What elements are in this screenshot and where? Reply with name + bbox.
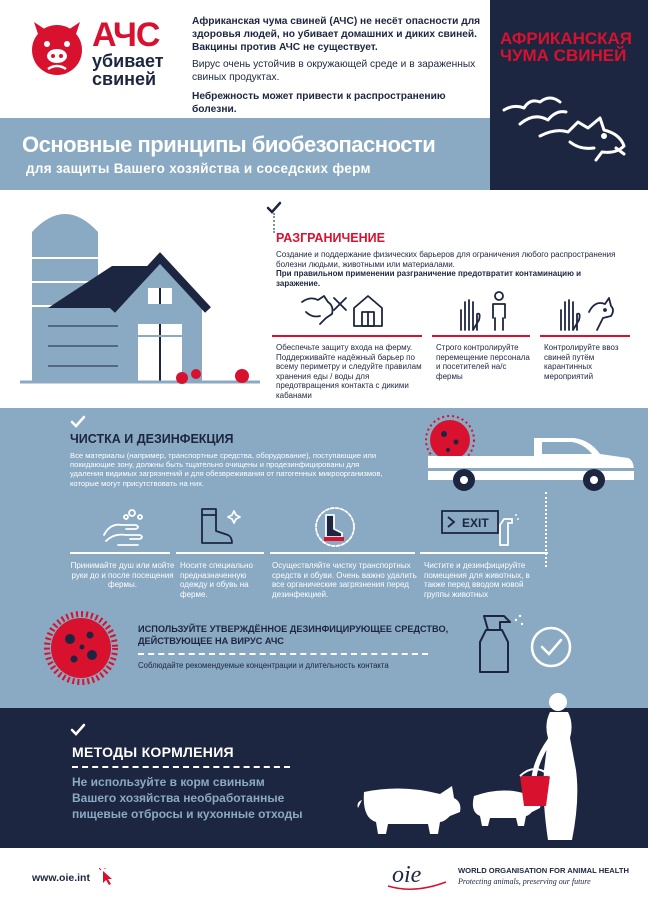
- feeding-text: Вашего хозяйства необработанные: [72, 791, 285, 805]
- logo-subtitle: свиней: [92, 69, 157, 89]
- checkmark-icon: [70, 722, 86, 738]
- boot-icon: [196, 505, 242, 547]
- org-name: WORLD ORGANISATION FOR ANIMAL HEALTH: [458, 866, 629, 875]
- pig-icon: [352, 778, 464, 838]
- dashed-divider: [138, 653, 428, 655]
- page-title: Основные принципы биобезопасности: [22, 132, 436, 157]
- cleaning-caption: Чистите и дезинфицируйте помещения для животных, в также перед вводом новой группы животных: [424, 561, 530, 599]
- disinfectant-heading: ИСПОЛЬЗУЙТЕ УТВЕРЖДЁННОЕ ДЕЗИНФИЦИРУЮЩЕЕ СРЕДСТВО,: [138, 624, 449, 634]
- logo-title: АЧС: [92, 16, 160, 54]
- cursor-click-icon: [99, 868, 117, 886]
- divider: [270, 552, 415, 554]
- segregation-caption: Контролируйте ввоз свиней путём карантинных мероприятий: [544, 343, 619, 381]
- asf-title: АФРИКАНСКАЯ ЧУМА СВИНЕЙ: [500, 29, 632, 65]
- cleaning-caption: Осуществляйте чистку транспортных средств и обуви. Очень важно удалить все органические загрязнения перед дезинфекцией.: [272, 561, 417, 599]
- cleaning-text: Все материалы (например, транспортные средства, оборудование), поступающие или покидающие зону, должны быть тщательно очищены и продезинфицированы для удаления видимых загрязнений и для обезвреживания от патогенных микроорганизмов, которые могут присутствовать на них.: [70, 451, 383, 488]
- woman-feeding-icon: [510, 690, 600, 848]
- boot-brush-icon: [312, 505, 358, 547]
- feeding-heading: МЕТОДЫ КОРМЛЕНИЯ: [72, 744, 234, 760]
- segregation-caption: Обеспечьте защиту входа на ферму. Поддерживайте надёжный барьер по всему периметру и следуйте правилам хранения еды / воды для предотвращения контакта с дикими кабанами: [276, 343, 422, 400]
- feeding-text: пищевые отбросы и кухонные отходы: [72, 807, 303, 821]
- truck-icon: [414, 412, 639, 492]
- exit-spray-icon: [440, 505, 520, 547]
- page-subtitle: для защиты Вашего хозяйства и соседских ферм: [26, 161, 371, 176]
- dotted-connector: [545, 492, 549, 567]
- verified-badge-icon: [528, 624, 574, 670]
- disinfectant-note: Соблюдайте рекомендуемые концентрации и длительность контакта: [138, 661, 389, 670]
- exit-label: EXIT: [462, 516, 489, 530]
- divider: [540, 335, 630, 337]
- dotted-connector: [273, 213, 277, 233]
- cleaning-caption: Носите специально предназначенную одежду и обувь на ферме.: [180, 561, 253, 599]
- divider: [176, 552, 264, 554]
- segregation-text: Создание и поддержание физических барьеров для ограничения любого распространения болезни людьми, животными или материалами.: [276, 250, 616, 269]
- divider: [272, 335, 422, 337]
- divider: [432, 335, 530, 337]
- boar-icon: [500, 88, 628, 168]
- virus-icon: [36, 603, 126, 693]
- cleaning-caption: Принимайте душ или мойте руки до и после посещения фермы.: [70, 561, 175, 589]
- feeding-text: Не используйте в корм свиньям: [72, 775, 265, 789]
- intro-warning: Небрежность может привести к распространению болезни.: [192, 91, 446, 115]
- spray-bottle-icon: [470, 612, 526, 676]
- pig-face-icon: [26, 16, 88, 78]
- boar-crossed-barn-icon: [298, 288, 388, 330]
- segregation-caption: Строго контролируйте перемещение персонала и посетителей на/с фермы: [436, 343, 530, 381]
- wash-hands-icon: [100, 505, 150, 547]
- divider: [420, 552, 548, 554]
- divider: [70, 552, 170, 554]
- segregation-text-bold: При правильном применении разграничение предотвратит контаминацию и заражение.: [276, 269, 582, 288]
- oie-logo: [384, 856, 454, 892]
- checkmark-icon: [70, 414, 86, 430]
- logo-subtitle: убивает: [92, 51, 164, 71]
- cleaning-heading: ЧИСТКА И ДЕЗИНФЕКЦИЯ: [70, 432, 234, 446]
- segregation-heading: РАЗГРАНИЧЕНИЕ: [276, 231, 385, 245]
- hand-person-icon: [455, 290, 515, 332]
- dashed-divider: [72, 766, 290, 768]
- org-tagline: Protecting animals, preserving our future: [458, 877, 591, 886]
- intro-text: Вирус очень устойчив в окружающей среде и в зараженных свиных продуктах.: [192, 59, 476, 83]
- barn-icon: [20, 196, 260, 391]
- disinfectant-heading: ДЕЙСТВУЮЩЕЕ НА ВИРУС АЧС: [138, 636, 284, 646]
- svg-text:oie: oie: [392, 862, 422, 888]
- website-link[interactable]: www.oie.int: [32, 872, 90, 884]
- hand-pig-icon: [555, 290, 617, 332]
- intro-text: Африканская чума свиней (АЧС) не несёт опасности для здоровья людей, но убивает домашних и диких свиней. Вакцины против АЧС не существует.: [192, 16, 481, 53]
